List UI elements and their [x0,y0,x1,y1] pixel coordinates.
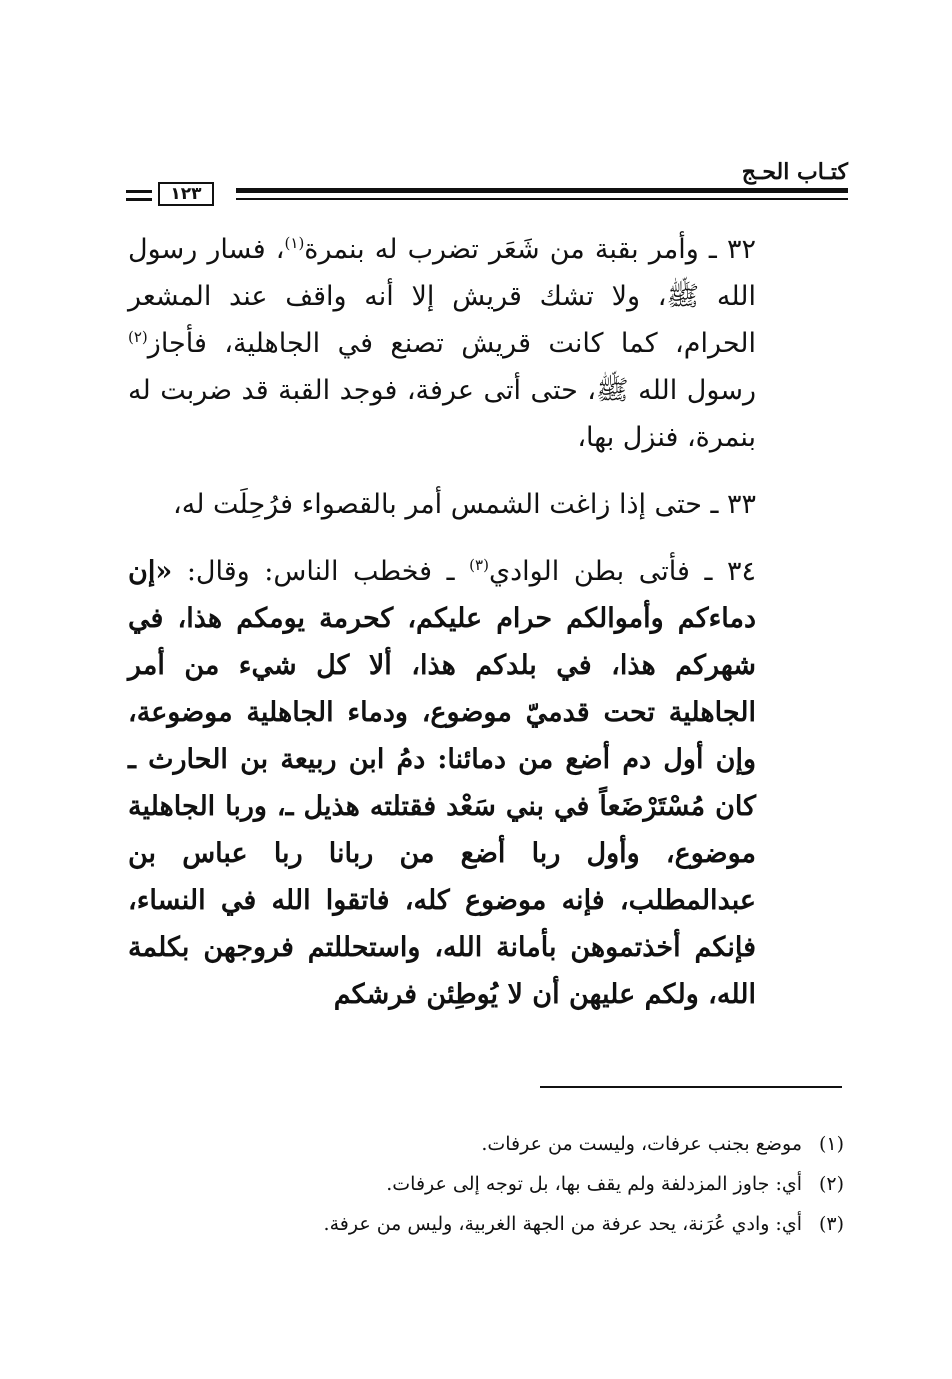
page-number: ١٢٣ [158,182,214,206]
paragraph-32-text: ، فسار رسول الله ﷺ، ولا تشك قريش إلا أنه واقف عند المشعر الحرام، كما كانت قريش تصنع في الجاهلية، فأجاز [128,234,756,359]
running-header-title: كتـاب الحـج [741,159,848,185]
footnote-separator [540,1086,842,1088]
sermon-quote: «إن دماءكم وأموالكم حرام عليكم، كحرمة يومكم هذا، في شهركم هذا، في بلدكم هذا، ألا كل شيء من أمر الجاهلية تحت قدميّ موضوع، ودماء الجاهلية موضوعة، وإن أول دم أضع من دمائنا: دمُ ابن ربيعة بن الحارث ـ كان مُسْتَرْضَعاً في بني سَعْد فقتلته هذيل ـ، وربا الجاهلية موضوع، وأول ربا أضع من ربانا ربا عباس بن عبدالمطلب، فإنه موضوع كله، فاتقوا الله في النساء، فإنكم أخذتموهن بأمانة الله، واستحللتم فروجهن بكلمة الله، ولكم عليهن أن لا يُوطِئن فرشكم [128,556,756,1010]
header-rule-end-line [126,198,152,201]
paragraph-34 [128,548,756,1018]
footnote-3 [140,1204,844,1244]
footnote-text: موضع بجنب عرفات، وليست من عرفات. [481,1133,802,1155]
footnote-ref-3: (٣) [469,556,489,574]
paragraph-34-text: ٣٤ ـ فأتى بطن الوادي [488,556,756,587]
paragraph-32-text: رسول الله ﷺ، حتى أتى عرفة، فوجد القبة قد ضربت له بنمرة، فنزل بها، [128,375,756,453]
paragraph-33-text: ٣٣ ـ حتى إذا زاغت الشمس أمر بالقصواء فرُحِلَت له، [173,489,756,520]
footnote-ref-1: (١) [284,234,305,252]
paragraph-34-text: ـ فخطب الناس: وقال: [172,556,470,587]
main-text [128,226,756,1018]
footnote-2 [140,1164,844,1204]
footnote-1 [140,1124,844,1164]
footnote-text: أي: وادي عُرَنة، يحد عرفة من الجهة الغربية، وليس من عرفة. [323,1213,802,1235]
paragraph-33 [128,481,756,528]
footnote-text: أي: جاوز المزدلفة ولم يقف بها، بل توجه إلى عرفات. [386,1173,802,1195]
paragraph-32-text: ٣٢ ـ وأمر بقبة من شَعَر تضرب له بنمرة [304,234,756,265]
footnote-number: (٢) [818,1173,844,1195]
header-rule-thin [236,198,848,200]
header-rule-end-line [126,190,152,193]
footnote-ref-2: (٢) [128,328,148,346]
footnotes [140,1124,844,1244]
header-rule-thick [236,188,848,193]
footnote-number: (٣) [818,1213,844,1235]
header-double-rule [236,188,848,206]
paragraph-32 [128,226,756,461]
header-rule-end-mark [126,190,152,202]
footnote-number: (١) [818,1133,844,1155]
